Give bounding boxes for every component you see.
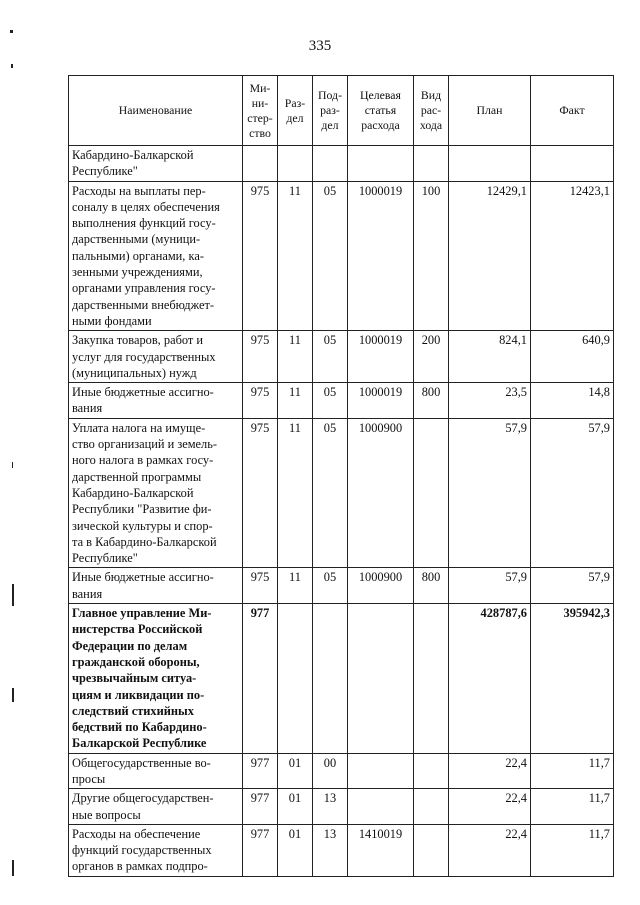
cell-name: Расходы на обеспечение функций государственных органов в рамках подпро-	[69, 824, 243, 876]
table-row	[69, 789, 614, 825]
cell-subsection	[313, 146, 348, 182]
cell-section: 11	[278, 181, 313, 331]
cell-subsection: 05	[313, 383, 348, 419]
table-row	[69, 181, 614, 331]
cell-expense-type: 200	[414, 331, 449, 383]
cell-ministry: 975	[243, 383, 278, 419]
cell-plan: 23,5	[449, 383, 531, 419]
margin-mark	[12, 688, 14, 702]
header-ministry: Ми- ни- стер- ство	[243, 76, 278, 146]
cell-target-article	[348, 604, 414, 754]
cell-target-article: 1000019	[348, 181, 414, 331]
cell-target-article: 1000019	[348, 331, 414, 383]
cell-expense-type: 800	[414, 383, 449, 419]
cell-section: 11	[278, 568, 313, 604]
header-expense-type: Вид рас- хода	[414, 76, 449, 146]
cell-plan: 428787,6	[449, 604, 531, 754]
cell-target-article	[348, 789, 414, 825]
cell-name: Расходы на выплаты пер- соналу в целях обеспечения выполнения функций госу- дарственными (муници- пальными) органами, ка- зенными учреждениями, органами управления госу- дарственными внебюджет- ными фондами	[69, 181, 243, 331]
cell-expense-type	[414, 753, 449, 789]
table-row	[69, 824, 614, 876]
header-section: Раз- дел	[278, 76, 313, 146]
cell-plan: 57,9	[449, 418, 531, 568]
cell-expense-type	[414, 789, 449, 825]
cell-ministry: 977	[243, 604, 278, 754]
cell-name: Другие общегосударствен- ные вопросы	[69, 789, 243, 825]
cell-subsection: 13	[313, 824, 348, 876]
cell-expense-type: 100	[414, 181, 449, 331]
cell-expense-type: 800	[414, 568, 449, 604]
header-target-article: Целевая статья расхода	[348, 76, 414, 146]
cell-name: Главное управление Ми- нистерства Российской Федерации по делам гражданской обороны, чрезвычайным ситуа- циям и ликвидации по- следствий стихийных бедствий по Кабардино- Балкарской Республике	[69, 604, 243, 754]
cell-expense-type	[414, 824, 449, 876]
cell-fact: 11,7	[531, 824, 614, 876]
cell-fact: 14,8	[531, 383, 614, 419]
cell-ministry: 977	[243, 753, 278, 789]
cell-fact: 11,7	[531, 789, 614, 825]
budget-table	[68, 75, 614, 877]
cell-ministry: 975	[243, 331, 278, 383]
cell-plan: 22,4	[449, 789, 531, 825]
page-number: 335	[308, 38, 332, 54]
cell-name: Кабардино-Балкарской Республике"	[69, 146, 243, 182]
header-name: Наименование	[69, 76, 243, 146]
margin-mark	[10, 30, 13, 33]
table-row	[69, 568, 614, 604]
table-header-row	[69, 76, 614, 146]
cell-section: 01	[278, 753, 313, 789]
cell-target-article: 1000900	[348, 568, 414, 604]
cell-plan: 22,4	[449, 824, 531, 876]
cell-subsection: 05	[313, 568, 348, 604]
cell-section: 11	[278, 331, 313, 383]
cell-name: Общегосударственные во- просы	[69, 753, 243, 789]
cell-section: 11	[278, 383, 313, 419]
cell-ministry	[243, 146, 278, 182]
cell-expense-type	[414, 418, 449, 568]
cell-fact	[531, 146, 614, 182]
margin-mark	[12, 860, 14, 876]
cell-section: 01	[278, 789, 313, 825]
header-fact: Факт	[531, 76, 614, 146]
cell-subsection: 05	[313, 181, 348, 331]
cell-subsection: 05	[313, 331, 348, 383]
cell-fact: 11,7	[531, 753, 614, 789]
cell-subsection: 05	[313, 418, 348, 568]
cell-fact: 640,9	[531, 331, 614, 383]
cell-ministry: 977	[243, 789, 278, 825]
cell-name: Закупка товаров, работ и услуг для государственных (муниципальных) нужд	[69, 331, 243, 383]
cell-name: Уплата налога на имуще- ство организаций и земель- ного налога в рамках госу- дарственной программы Кабардино-Балкарской Республики "Развитие фи- зической культуры и спор- та в Кабардино-Балкарской Республике"	[69, 418, 243, 568]
cell-fact: 57,9	[531, 568, 614, 604]
cell-fact: 395942,3	[531, 604, 614, 754]
cell-ministry: 975	[243, 568, 278, 604]
table-row	[69, 753, 614, 789]
cell-section: 01	[278, 824, 313, 876]
cell-name: Иные бюджетные ассигно- вания	[69, 568, 243, 604]
cell-target-article: 1000019	[348, 383, 414, 419]
cell-section	[278, 604, 313, 754]
cell-target-article: 1410019	[348, 824, 414, 876]
table-row	[69, 418, 614, 568]
cell-ministry: 975	[243, 181, 278, 331]
table-row	[69, 383, 614, 419]
cell-fact: 57,9	[531, 418, 614, 568]
cell-subsection: 00	[313, 753, 348, 789]
table-body	[69, 146, 614, 877]
cell-expense-type	[414, 604, 449, 754]
cell-plan: 824,1	[449, 331, 531, 383]
cell-plan: 22,4	[449, 753, 531, 789]
cell-plan: 57,9	[449, 568, 531, 604]
margin-mark	[11, 64, 13, 68]
cell-target-article	[348, 146, 414, 182]
table-row	[69, 331, 614, 383]
table-row	[69, 146, 614, 182]
cell-name: Иные бюджетные ассигно- вания	[69, 383, 243, 419]
header-plan: План	[449, 76, 531, 146]
cell-expense-type	[414, 146, 449, 182]
cell-target-article	[348, 753, 414, 789]
cell-subsection	[313, 604, 348, 754]
cell-plan	[449, 146, 531, 182]
cell-ministry: 977	[243, 824, 278, 876]
margin-mark	[12, 462, 13, 468]
cell-section: 11	[278, 418, 313, 568]
table-row	[69, 604, 614, 754]
cell-fact: 12423,1	[531, 181, 614, 331]
header-subsection: Под- раз- дел	[313, 76, 348, 146]
cell-plan: 12429,1	[449, 181, 531, 331]
margin-mark	[12, 584, 14, 606]
cell-ministry: 975	[243, 418, 278, 568]
cell-target-article: 1000900	[348, 418, 414, 568]
cell-subsection: 13	[313, 789, 348, 825]
cell-section	[278, 146, 313, 182]
